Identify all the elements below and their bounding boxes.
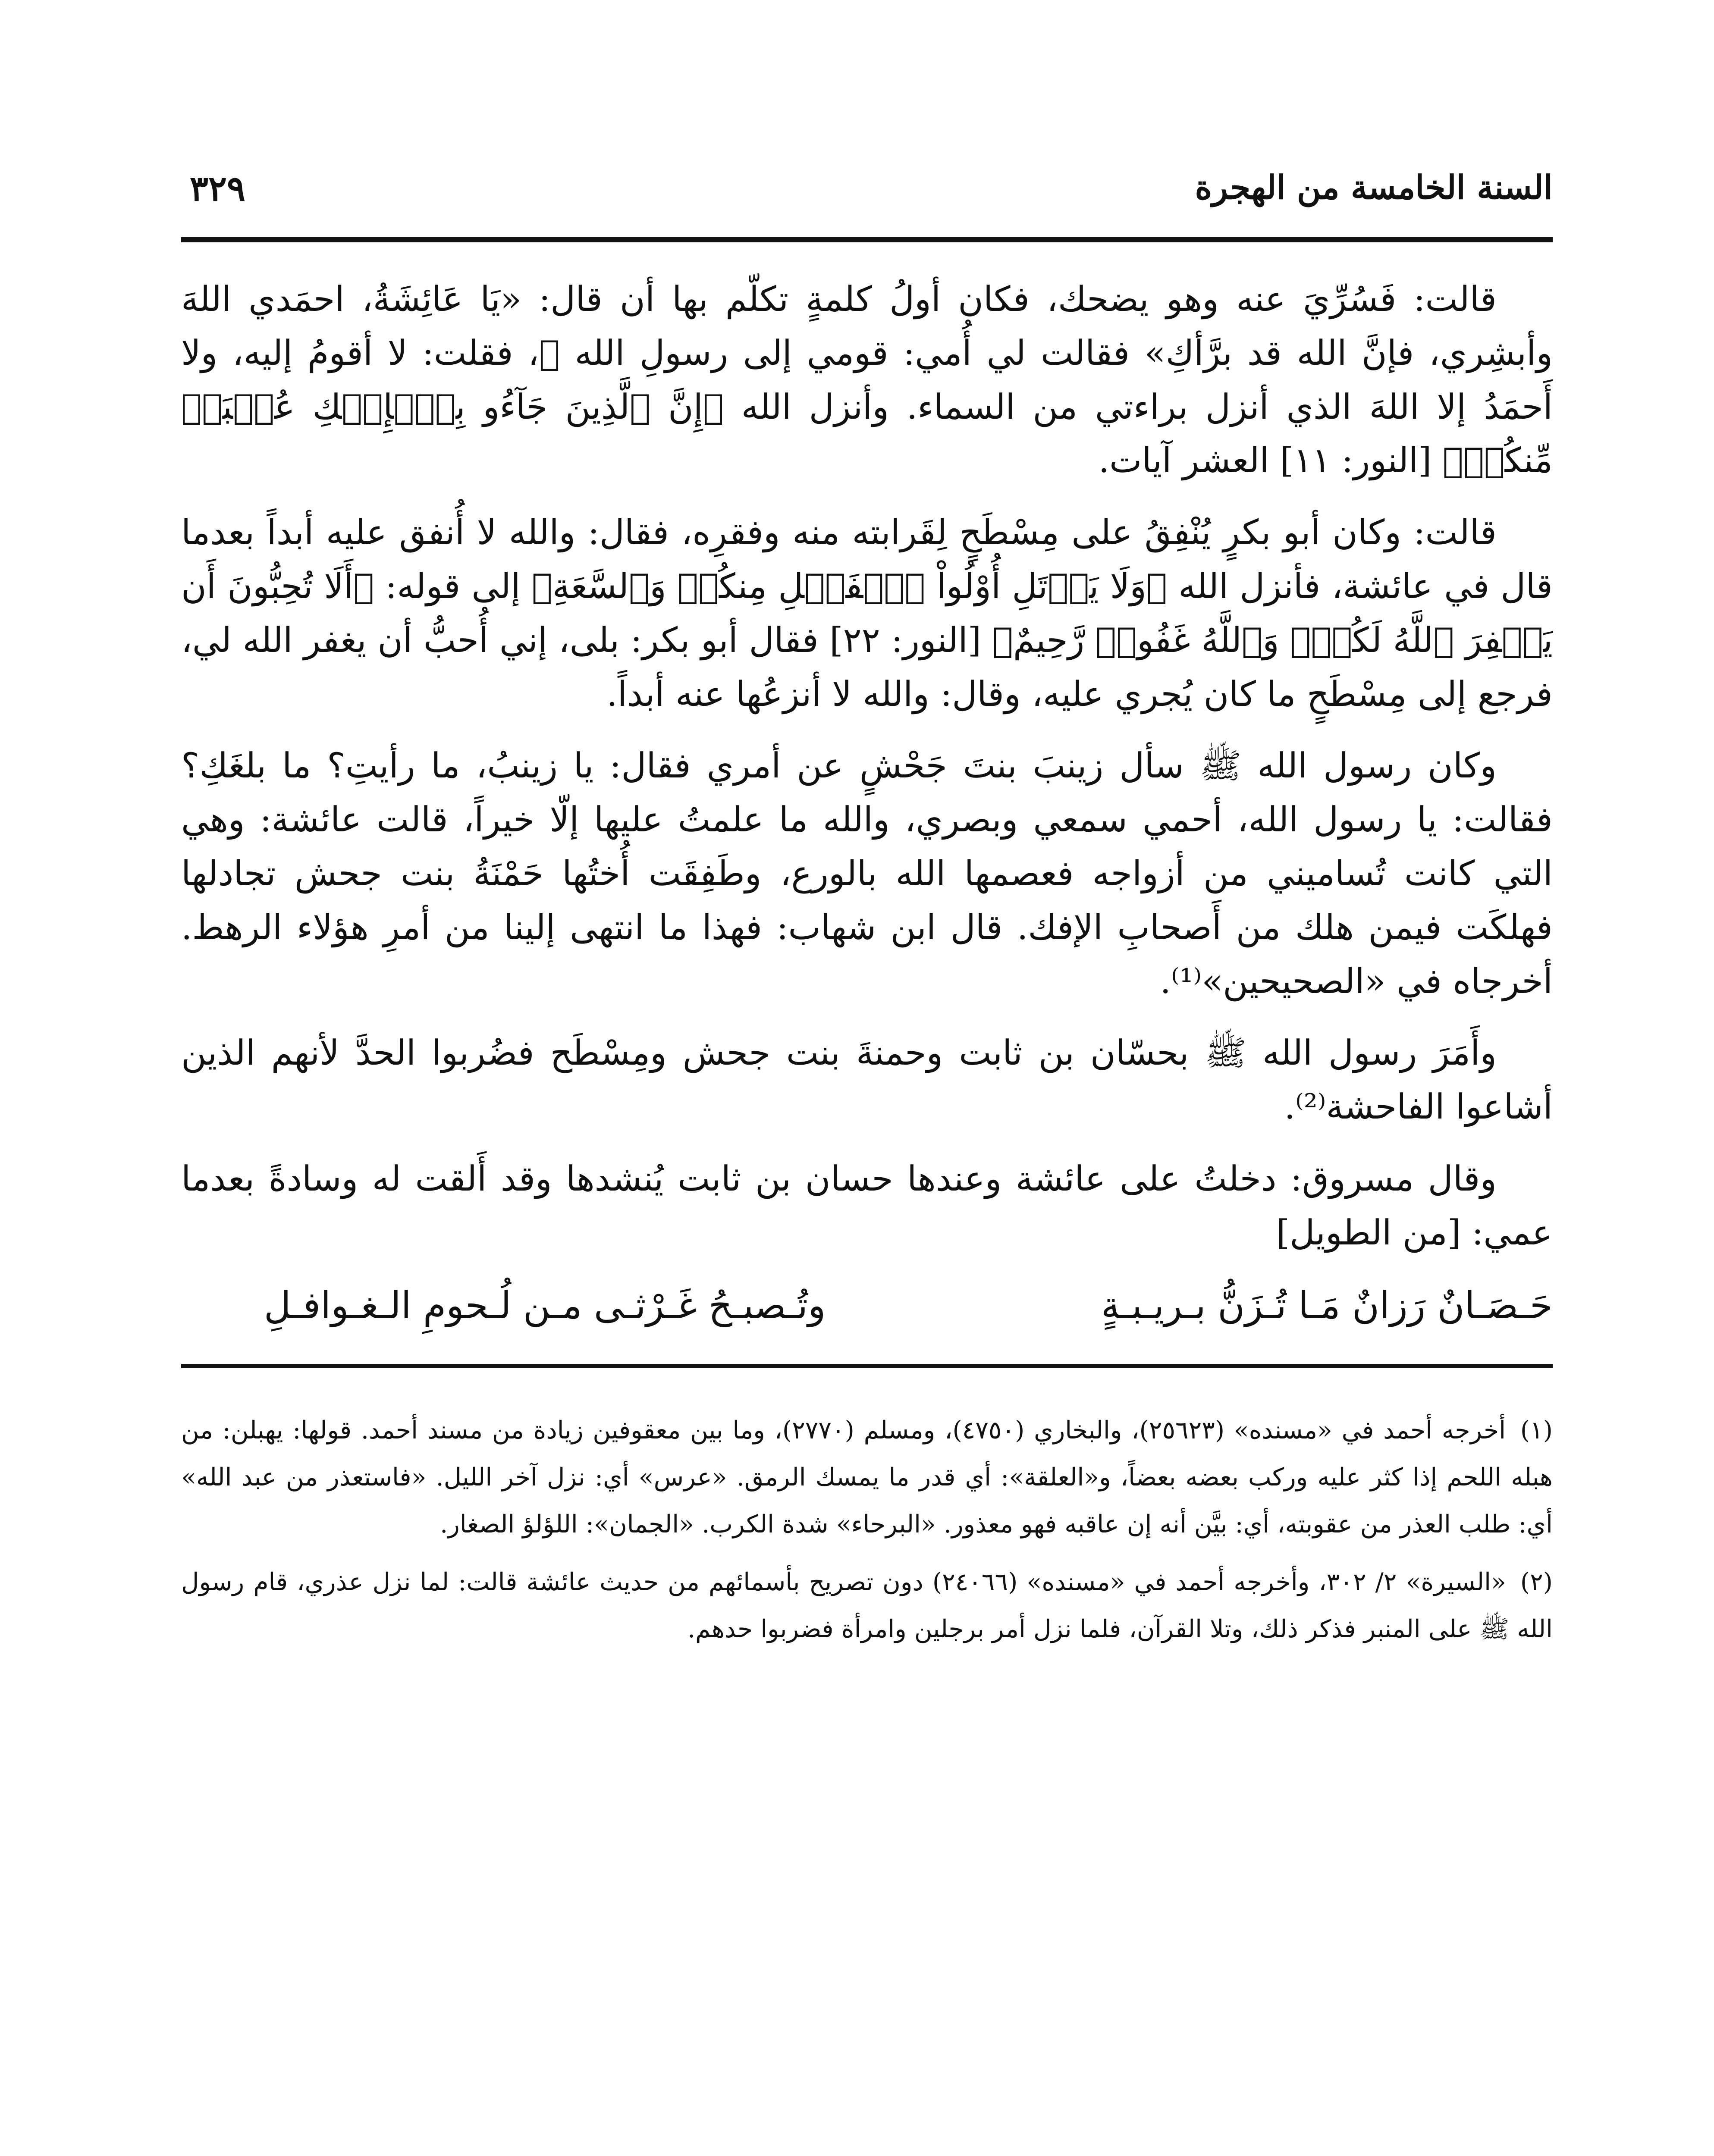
paragraph-4: وأَمَرَ رسول الله ﷺ بحسّان بن ثابت وحمنةَ بنت جحش ومِسْطَح فضُربوا الحدَّ لأنهم الذين أشاعوا الفاحشة⁽²⁾. xyxy=(181,1033,1553,1127)
footnote-1 xyxy=(181,1407,1553,1548)
page-number: ٣٢٩ xyxy=(190,168,245,209)
main-text xyxy=(181,273,1553,1260)
paragraph-1: قالت: فَسُرِّيَ عنه وهو يضحك، فكان أولُ كلمةٍ تكلّم بها أن قال: «يَا عَائِشَةُ، احمَدي اللهَ وأبشِري، فإنَّ الله قد برَّأكِ» فقالت لي أُمي: قومي إلى رسولِ الله ﷺ، فقلت: لا أقومُ إليه، ولا أَحمَدُ إلا اللهَ الذي أنزل براءتي من السماء. وأنزل الله ﴿إِنَّ ٱلَّذِينَ جَآءُو بِٱلۡإِفۡكِ عُصۡبَةٞ مِّنكُمۡ﴾ [النور: ١١] العشر آيات. xyxy=(181,279,1553,481)
running-header xyxy=(181,129,1553,242)
footnote-number: (٢) xyxy=(1520,1567,1553,1596)
footnote-text: أخرجه أحمد في «مسنده» (٢٥٦٢٣)، والبخاري (٤٧٥٠)، ومسلم (٢٧٧٠)، وما بين معقوفين زيادة من مسند أحمد. قولها: يهبلن: من هبله اللحم إذا كثر عليه وركب بعضه بعضاً، و«العلقة»: أي قدر ما يمسك الرمق. «عرس» أي: نزل آخر الليل. «فاستعذر من عبد الله» أي: طلب العذر من عقوبته، أي: بيَّن أنه إن عاقبه فهو معذور. «البرحاء» شدة الكرب. «الجمان»: اللؤلؤ الصغار. xyxy=(181,1416,1553,1539)
verse-second-hemistich: وتُـصبـحُ غَـرْثـى مـن لُـحومِ الـغـوافـلِ xyxy=(264,1284,826,1327)
paragraph-3: وكان رسول الله ﷺ سأل زينبَ بنتَ جَحْشٍ عن أمري فقال: يا زينبُ، ما رأيتِ؟ ما بلغَكِ؟ فقالت: يا رسول الله، أحمي سمعي وبصري، والله ما علمتُ عليها إلّا خيراً، قالت عائشة: وهي التي كانت تُساميني من أزواجه فعصمها الله بالورع، وطَفِقَت أُختُها حَمْنَةُ بنت جحش تجادلها فهلكَت فيمن هلك من أَصحابِ الإفك. قال ابن شهاب: فهذا ما انتهى إلينا من أمرِ هؤلاء الرهط. أخرجاه في «الصحيحين»⁽¹⁾. xyxy=(181,746,1553,1001)
footnote-text: «السيرة» ٢/ ٣٠٢، وأخرجه أحمد في «مسنده» (٢٤٠٦٦) دون تصريح بأسمائهم من حديث عائشة قالت: لما نزل عذري، قام رسول الله ﷺ على المنبر فذكر ذلك، وتلا القرآن، فلما نزل أمر برجلين وامرأة فضربوا حدهم. xyxy=(181,1567,1553,1644)
footnote-number: (١) xyxy=(1520,1416,1553,1445)
poetry-verse xyxy=(181,1278,1553,1368)
verse-first-hemistich: حَـصَـانٌ رَزانٌ مَـا تُـزَنُّ بـريـبـةٍ xyxy=(1101,1284,1553,1327)
paragraph-5: وقال مسروق: دخلتُ على عائشة وعندها حسان بن ثابت يُنشدها وقد أَلقت له وسادةً بعدما عمي: [من الطويل] xyxy=(181,1158,1553,1253)
footnotes xyxy=(181,1407,1553,1653)
paragraph-2: قالت: وكان أبو بكرٍ يُنْفِقُ على مِسْطَحٍ لِقَرابته منه وفقرِه، فقال: والله لا أُنفق عليه أبداً بعدما قال في عائشة، فأنزل الله ﴿وَلَا يَأۡتَلِ أُوْلُواْ ٱلۡفَضۡلِ مِنكُمۡ وَٱلسَّعَةِ﴾ إلى قوله: ﴿أَلَا تُحِبُّونَ أَن يَغۡفِرَ ٱللَّهُ لَكُمۡۚ وَٱللَّهُ غَفُورٞ رَّحِيمٌ﴾ [النور: ٢٢] فقال أبو بكر: بلى، إني أُحبُّ أن يغفر الله لي، فرجع إلى مِسْطَحٍ ما كان يُجري عليه، وقال: والله لا أنزعُها عنه أبداً. xyxy=(181,512,1553,714)
running-title: السنة الخامسة من الهجرة xyxy=(1195,168,1553,207)
footnote-2 xyxy=(181,1559,1553,1653)
book-page xyxy=(181,129,1553,2156)
